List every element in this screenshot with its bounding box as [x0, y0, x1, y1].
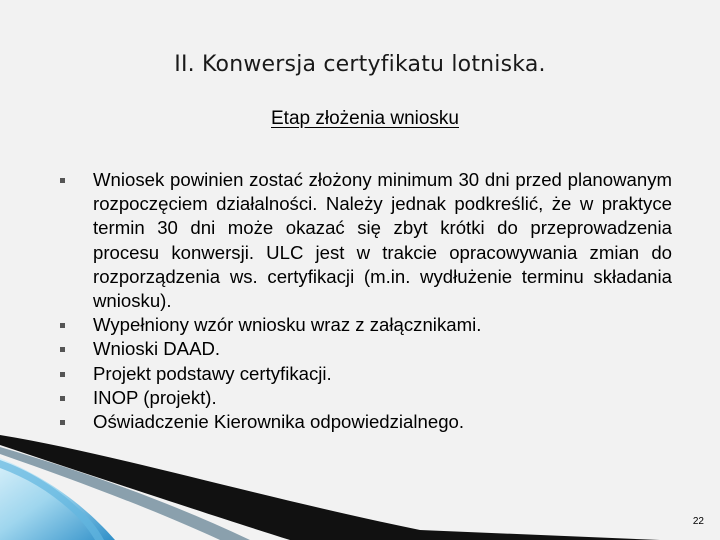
slide-title: II. Konwersja certyfikatu lotniska. [174, 52, 546, 77]
bullet-item [48, 410, 672, 434]
bullet-item [48, 168, 672, 313]
bullet-text: Wypełniony wzór wniosku wraz z załącznikami. [93, 314, 482, 336]
square-bullet-icon [60, 396, 65, 401]
square-bullet-icon [60, 420, 65, 425]
bullet-item [48, 362, 672, 386]
bullet-text: Oświadczenie Kierownika odpowiedzialnego. [93, 411, 465, 433]
square-bullet-icon [60, 347, 65, 352]
bullet-text: Wnioski DAAD. [93, 338, 221, 360]
square-bullet-icon [60, 178, 65, 183]
square-bullet-icon [60, 323, 65, 328]
bullet-item [48, 337, 672, 361]
section-subtitle: Etap złożenia wniosku [271, 108, 459, 129]
bullet-item [48, 386, 672, 410]
bullet-list [48, 168, 672, 434]
bullet-item [48, 313, 672, 337]
square-bullet-icon [60, 372, 65, 377]
bullet-text: Wniosek powinien zostać złożony minimum 30 dni przed planowanym rozpoczęciem działalności. Należy jednak podkreślić, że w praktyce termin 30 dni może okazać się zbyt krótki do przeprowadzenia procesu konwersji. ULC jest w trakcie opracowywania zmian do rozporządzenia ws. certyfikacji (m.in. wydłużenie terminu składania wniosku). [93, 169, 672, 312]
bullet-text: Projekt podstawy certyfikacji. [93, 362, 332, 384]
bullet-text: INOP (projekt). [93, 386, 217, 408]
corner-decoration [0, 430, 720, 540]
page-number: 22 [692, 516, 704, 527]
